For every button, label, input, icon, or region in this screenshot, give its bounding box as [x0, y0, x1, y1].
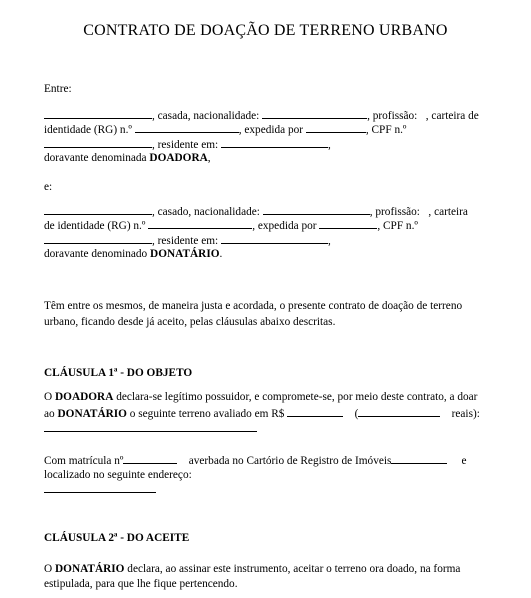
doadora-line-1: [44, 108, 484, 123]
casada-label: , casada, nacionalidade:: [152, 110, 260, 122]
valor-label: o seguinte terreno avaliado em R$: [129, 408, 285, 420]
clausula-1-line-5: localizado no seguinte endereço:: [44, 469, 192, 481]
intro-line-1: Têm entre os mesmos, de maneira justa e acordada, o presente contrato de doação de terreno: [44, 300, 463, 312]
clausula-1-text: declara-se legítimo possuidor, e compromete-se, por meio deste contrato, a doar: [116, 391, 478, 403]
clausula-1-line-1: [44, 390, 484, 404]
cpf-label: , CPF n.º: [377, 220, 418, 232]
doadora-nationality-blank[interactable]: [262, 108, 367, 119]
document-title: CONTRATO DE DOAÇÃO DE TERRENO URBANO: [83, 22, 448, 39]
expedida-label: , expedida por: [252, 220, 317, 232]
clausula-1-line-6: [44, 482, 484, 497]
clausula-1-line-4: [44, 453, 484, 468]
clausula-2-line-2: estipulada, para que lhe fique pertencendo.: [44, 578, 238, 590]
article: O: [44, 563, 53, 575]
clausula-2-text: declara, ao assinar este instrumento, aceitar o terreno ora doado, na forma: [127, 563, 461, 575]
doadora-line-3: [44, 137, 484, 152]
doadora-rg-blank[interactable]: [135, 122, 239, 133]
identidade-label: identidade (RG) n.º: [44, 124, 132, 136]
doadora-name-blank[interactable]: [44, 108, 152, 119]
clausula-1-heading: CLÁUSULA 1ª - DO OBJETO: [44, 367, 193, 379]
matricula-blank[interactable]: [123, 453, 177, 464]
conjunction: e: [461, 455, 467, 467]
article: O: [44, 391, 53, 403]
donatario-rg-blank[interactable]: [148, 218, 252, 229]
residente-label: , residente em:: [152, 235, 219, 247]
donatario-line-3: [44, 233, 484, 248]
residente-label: , residente em:: [152, 139, 219, 151]
carteira-label: , carteira: [428, 206, 468, 218]
terreno-description-blank[interactable]: [44, 421, 257, 432]
clausula-2-line-1: [44, 562, 484, 576]
cartorio-blank[interactable]: [391, 453, 447, 464]
doadora-expedida-blank[interactable]: [306, 122, 366, 133]
cpf-label: , CPF n.º: [365, 124, 407, 136]
expedida-label: , expedida por: [238, 124, 304, 136]
donatario-role: DONATÁRIO: [150, 248, 220, 260]
reais-label: reais):: [451, 408, 480, 420]
donatario-role: DONATÁRIO: [57, 408, 127, 420]
period: .: [219, 248, 223, 260]
denominada-label: doravante denominada: [44, 152, 147, 164]
valor-blank[interactable]: [287, 406, 343, 417]
donatario-nationality-blank[interactable]: [263, 204, 370, 215]
profissao-label: , profissão:: [369, 206, 420, 218]
donatario-extra-blank[interactable]: [44, 233, 152, 244]
comma: ,: [328, 139, 331, 151]
clausula-1-line-2: [44, 406, 484, 421]
endereco-blank[interactable]: [44, 482, 156, 493]
averbada-label: averbada no Cartório de Registro de Imóveis: [188, 455, 392, 467]
carteira-label: , carteira de: [425, 110, 479, 122]
doadora-role: DOADORA: [55, 391, 114, 403]
donatario-name-blank[interactable]: [44, 204, 152, 215]
article: ao: [44, 408, 55, 420]
donatario-expedida-blank[interactable]: [319, 218, 377, 229]
doadora-line-2: [44, 122, 484, 137]
entre-label: Entre:: [44, 83, 72, 95]
comma: ,: [328, 235, 331, 247]
doadora-extra-blank[interactable]: [44, 137, 152, 148]
intro-line-2: urbano, ficando desde já aceito, pelas cláusulas abaixo descritas.: [44, 316, 336, 328]
doadora-line-4: [44, 151, 484, 165]
denominado-label: doravante denominado: [44, 248, 148, 260]
e-label: e:: [44, 181, 53, 193]
comma: ,: [207, 152, 211, 164]
doadora-role: DOADORA: [149, 152, 208, 164]
donatario-line-2: [44, 218, 484, 233]
doadora-address-blank[interactable]: [221, 137, 328, 148]
profissao-label: , profissão:: [367, 110, 418, 122]
donatario-line-4: [44, 247, 484, 261]
matricula-label: Com matrícula nº: [44, 455, 124, 467]
open-paren: (: [354, 408, 359, 420]
clausula-2-heading: CLÁUSULA 2ª - DO ACEITE: [44, 532, 190, 544]
donatario-line-1: [44, 204, 484, 219]
donatario-address-blank[interactable]: [221, 233, 328, 244]
valor-extenso-blank[interactable]: [358, 406, 440, 417]
clausula-1-line-3: [44, 421, 484, 436]
identidade-label: de identidade (RG) n.º: [44, 220, 146, 232]
casado-label: , casado, nacionalidade:: [152, 206, 260, 218]
donatario-role: DONATÁRIO: [55, 563, 125, 575]
